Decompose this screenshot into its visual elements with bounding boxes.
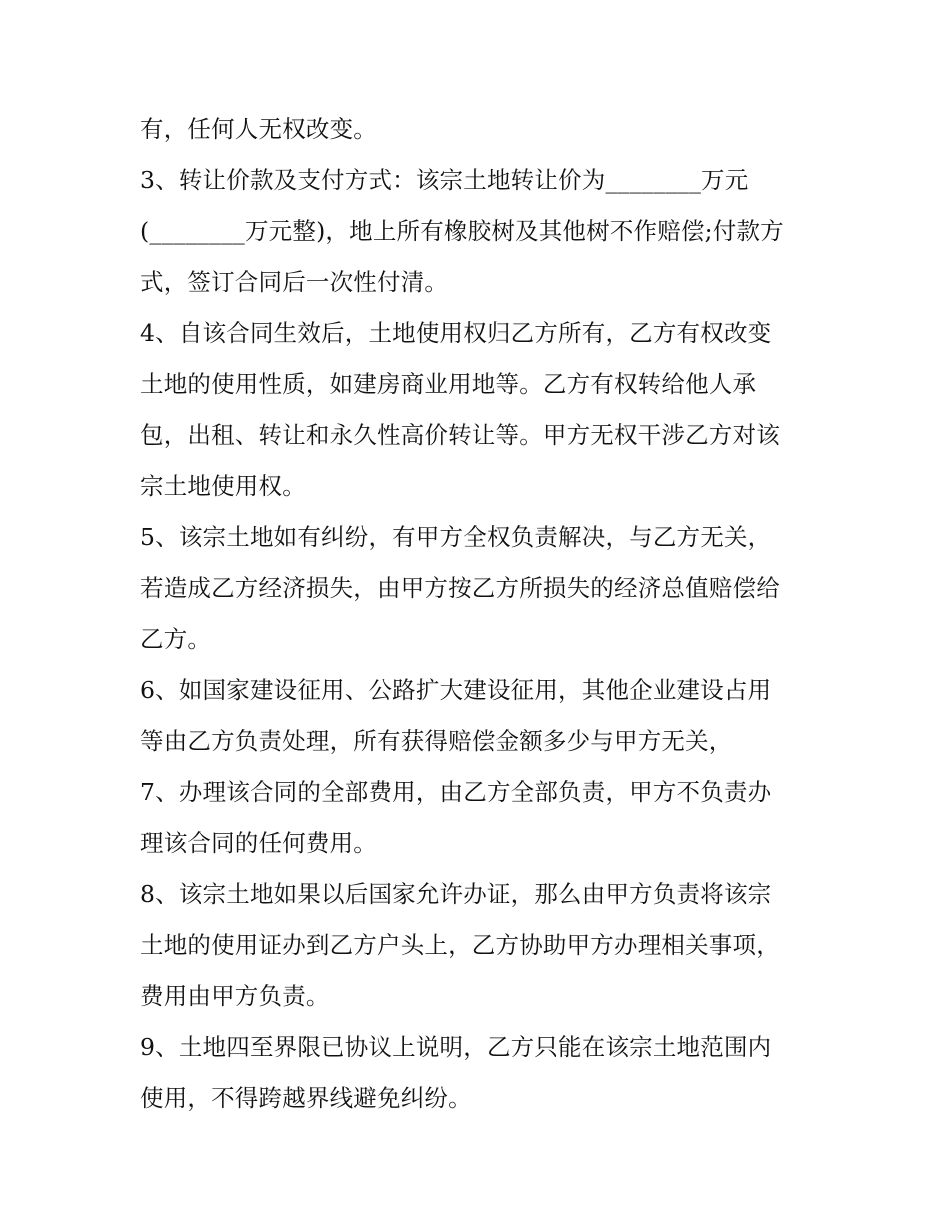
text-line: 等由乙方负责处理，所有获得赔偿金额多少与甲方无关， (140, 727, 733, 755)
text-line: 9、土地四至界限已协议上说明，乙方只能在该宗土地范围内 (140, 1033, 772, 1061)
text-line: 费用由甲方负责。 (140, 982, 330, 1010)
text-line: 7、办理该合同的全部费用，由乙方全部负责，甲方不负责办 (140, 778, 772, 806)
text-line: 有，任何人无权改变。 (140, 115, 377, 143)
document-body (140, 104, 820, 1124)
text-line: 3、转让价款及支付方式：该宗土地转让价为________万元 (140, 166, 749, 194)
text-line: 4、自该合同生效后，土地使用权归乙方所有，乙方有权改变 (140, 319, 772, 347)
text-line: (________万元整)，地上所有橡胶树及其他树不作赔偿;付款方 (140, 217, 784, 245)
text-line: 8、该宗土地如果以后国家允许办证，那么由甲方负责将该宗 (140, 880, 772, 908)
text-line: 式，签订合同后一次性付清。 (140, 268, 449, 296)
text-line: 包，出租、转让和永久性高价转让等。甲方无权干涉乙方对该 (140, 421, 780, 449)
text-line: 土地的使用性质，如建房商业用地等。乙方有权转给他人承 (140, 370, 757, 398)
text-line: 乙方。 (140, 625, 212, 653)
text-line: 土地的使用证办到乙方户头上，乙方协助甲方办理相关事项， (140, 931, 780, 959)
text-line: 理该合同的任何费用。 (140, 829, 377, 857)
text-line: 宗土地使用权。 (140, 472, 306, 500)
text-line: 6、如国家建设征用、公路扩大建设征用，其他企业建设占用 (140, 676, 772, 704)
text-line: 使用，不得跨越界线避免纠纷。 (140, 1084, 472, 1112)
text-line: 5、该宗土地如有纠纷，有甲方全权负责解决，与乙方无关， (140, 523, 772, 551)
text-line: 若造成乙方经济损失，由甲方按乙方所损失的经济总值赔偿给 (140, 574, 780, 602)
